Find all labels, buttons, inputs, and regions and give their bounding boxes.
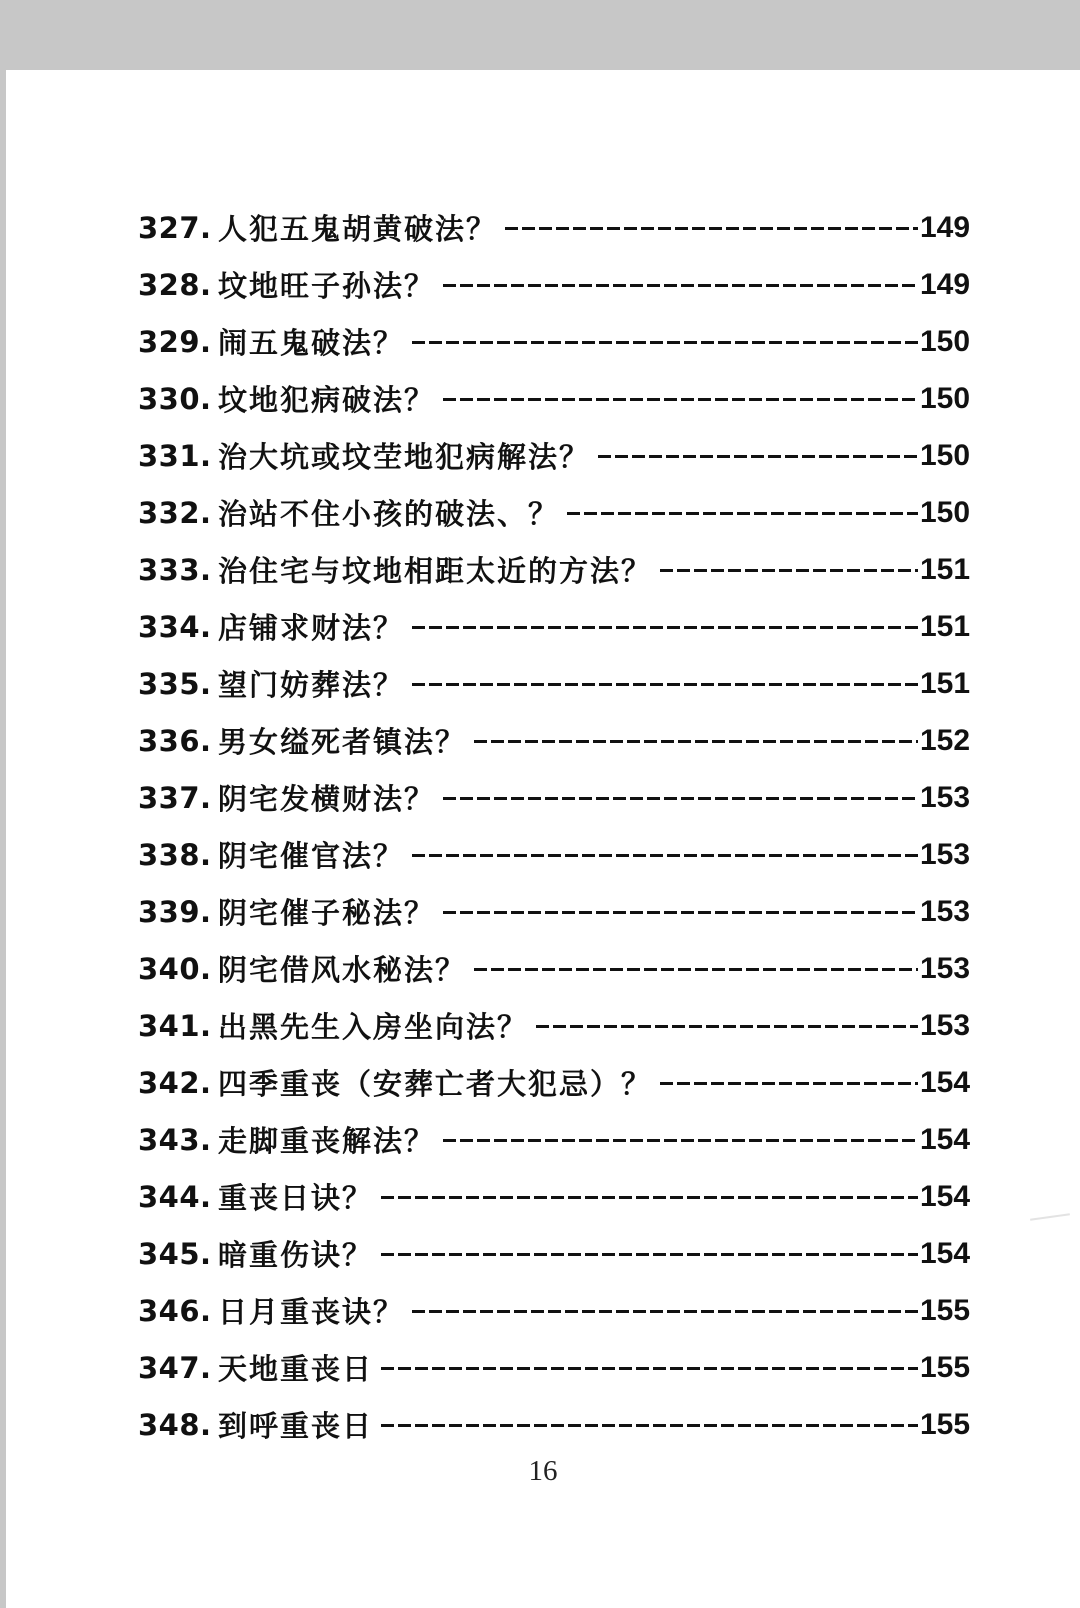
toc-entry-page: 150: [920, 381, 971, 415]
toc-entry[interactable]: [138, 1054, 970, 1111]
toc-entry[interactable]: [138, 997, 970, 1054]
toc-entry-title: 店铺求财法？: [218, 611, 405, 645]
toc-entry-title: 望门妨葬法？: [218, 668, 405, 702]
toc-entry-page: 153: [920, 780, 971, 814]
toc-entry-number: 331.: [138, 438, 212, 473]
toc-entry-title: 阴宅借风水秘法？: [218, 953, 467, 987]
toc-entry-page: 153: [920, 894, 971, 928]
toc-leader-dashes: [443, 797, 918, 800]
toc-entry[interactable]: [138, 940, 970, 997]
toc-entry-page: 153: [920, 1008, 971, 1042]
toc-entry-page: 151: [920, 609, 971, 643]
toc-entry-number: 336.: [138, 723, 212, 758]
toc-entry-title: 坟地旺子孙法？: [218, 269, 436, 303]
toc-entry-number: 337.: [138, 780, 212, 815]
toc-entry-title: 阴宅催官法？: [218, 839, 405, 873]
toc-entry-number: 344.: [138, 1179, 212, 1214]
toc-leader-dashes: [412, 341, 918, 344]
toc-entry[interactable]: [138, 1282, 970, 1339]
toc-leader-dashes: [443, 911, 918, 914]
toc-entry-number: 332.: [138, 495, 212, 530]
toc-entry[interactable]: [138, 826, 970, 883]
scan-mark: [1030, 1213, 1070, 1221]
toc-entry-number: 335.: [138, 666, 212, 701]
toc-leader-dashes: [381, 1367, 918, 1370]
toc-entry-title: 人犯五鬼胡黄破法？: [218, 212, 498, 246]
toc-entry-number: 338.: [138, 837, 212, 872]
toc-entry-page: 154: [920, 1122, 971, 1156]
toc-entry-title: 暗重伤诀？: [218, 1238, 374, 1272]
toc-entry-page: 155: [920, 1407, 971, 1441]
toc-entry-title: 阴宅发横财法？: [218, 782, 436, 816]
toc-entry-title: 坟地犯病破法？: [218, 383, 436, 417]
toc-entry-page: 151: [920, 666, 971, 700]
page-number: 16: [528, 1455, 558, 1487]
toc-leader-dashes: [443, 398, 918, 401]
toc-entry[interactable]: [138, 256, 970, 313]
toc-entry-number: 343.: [138, 1122, 212, 1157]
toc-leader-dashes: [412, 626, 918, 629]
toc-entry-page: 150: [920, 324, 971, 358]
table-of-contents: [138, 199, 970, 1453]
toc-leader-dashes: [381, 1196, 918, 1199]
toc-entry-number: 345.: [138, 1236, 212, 1271]
toc-entry-page: 153: [920, 951, 971, 985]
toc-entry[interactable]: [138, 484, 970, 541]
toc-entry[interactable]: [138, 313, 970, 370]
toc-entry[interactable]: [138, 1111, 970, 1168]
toc-entry-title: 四季重丧（安葬亡者大犯忌）？: [218, 1067, 653, 1101]
toc-leader-dashes: [412, 854, 918, 857]
toc-leader-dashes: [443, 284, 918, 287]
toc-entry-page: 149: [920, 267, 971, 301]
toc-leader-dashes: [412, 1310, 918, 1313]
toc-entry-title: 到呼重丧日: [218, 1409, 374, 1443]
toc-entry-number: 329.: [138, 324, 212, 359]
toc-entry-number: 334.: [138, 609, 212, 644]
toc-entry-page: 155: [920, 1293, 971, 1327]
toc-entry[interactable]: [138, 427, 970, 484]
toc-leader-dashes: [474, 968, 918, 971]
toc-entry-title: 日月重丧诀？: [218, 1295, 405, 1329]
toc-entry-number: 341.: [138, 1008, 212, 1043]
toc-entry[interactable]: [138, 1339, 970, 1396]
toc-entry-number: 348.: [138, 1407, 212, 1442]
toc-entry-number: 346.: [138, 1293, 212, 1328]
toc-leader-dashes: [443, 1139, 918, 1142]
toc-leader-dashes: [660, 569, 918, 572]
toc-leader-dashes: [381, 1253, 918, 1256]
toc-entry[interactable]: [138, 1168, 970, 1225]
toc-entry[interactable]: [138, 598, 970, 655]
toc-entry[interactable]: [138, 655, 970, 712]
toc-entry[interactable]: [138, 541, 970, 598]
toc-entry[interactable]: [138, 199, 970, 256]
toc-entry-number: 328.: [138, 267, 212, 302]
toc-entry-title: 治站不住小孩的破法、？: [218, 497, 560, 531]
toc-entry[interactable]: [138, 712, 970, 769]
toc-entry-title: 阴宅催子秘法？: [218, 896, 436, 930]
toc-entry-number: 339.: [138, 894, 212, 929]
toc-entry-title: 天地重丧日: [218, 1352, 374, 1386]
toc-leader-dashes: [474, 740, 918, 743]
toc-entry-page: 154: [920, 1065, 971, 1099]
toc-entry[interactable]: [138, 769, 970, 826]
toc-entry[interactable]: [138, 883, 970, 940]
toc-entry-title: 闹五鬼破法？: [218, 326, 405, 360]
toc-entry-number: 333.: [138, 552, 212, 587]
toc-leader-dashes: [660, 1082, 918, 1085]
toc-entry-number: 340.: [138, 951, 212, 986]
toc-entry-title: 治大坑或坟茔地犯病解法？: [218, 440, 591, 474]
toc-entry-title: 重丧日诀？: [218, 1181, 374, 1215]
toc-entry-page: 152: [920, 723, 971, 757]
toc-entry-title: 治住宅与坟地相距太近的方法？: [218, 554, 653, 588]
toc-entry-title: 走脚重丧解法？: [218, 1124, 436, 1158]
toc-leader-dashes: [567, 512, 918, 515]
toc-entry-number: 342.: [138, 1065, 212, 1100]
toc-entry-page: 149: [920, 210, 971, 244]
toc-entry-title: 出黑先生入房坐向法？: [218, 1010, 529, 1044]
toc-leader-dashes: [412, 683, 918, 686]
toc-entry-page: 154: [920, 1179, 971, 1213]
toc-entry-page: 154: [920, 1236, 971, 1270]
toc-leader-dashes: [598, 455, 918, 458]
toc-entry-page: 155: [920, 1350, 971, 1384]
toc-entry-page: 150: [920, 495, 971, 529]
toc-entry-page: 150: [920, 438, 971, 472]
toc-leader-dashes: [536, 1025, 918, 1028]
toc-entry-number: 327.: [138, 210, 212, 245]
toc-leader-dashes: [505, 227, 918, 230]
toc-entry[interactable]: [138, 1396, 970, 1453]
toc-leader-dashes: [381, 1424, 918, 1427]
toc-entry[interactable]: [138, 1225, 970, 1282]
toc-entry-page: 151: [920, 552, 971, 586]
toc-entry-number: 330.: [138, 381, 212, 416]
document-page: [6, 70, 1080, 1608]
toc-entry-title: 男女缢死者镇法？: [218, 725, 467, 759]
toc-entry-number: 347.: [138, 1350, 212, 1385]
toc-entry-page: 153: [920, 837, 971, 871]
toc-entry[interactable]: [138, 370, 970, 427]
